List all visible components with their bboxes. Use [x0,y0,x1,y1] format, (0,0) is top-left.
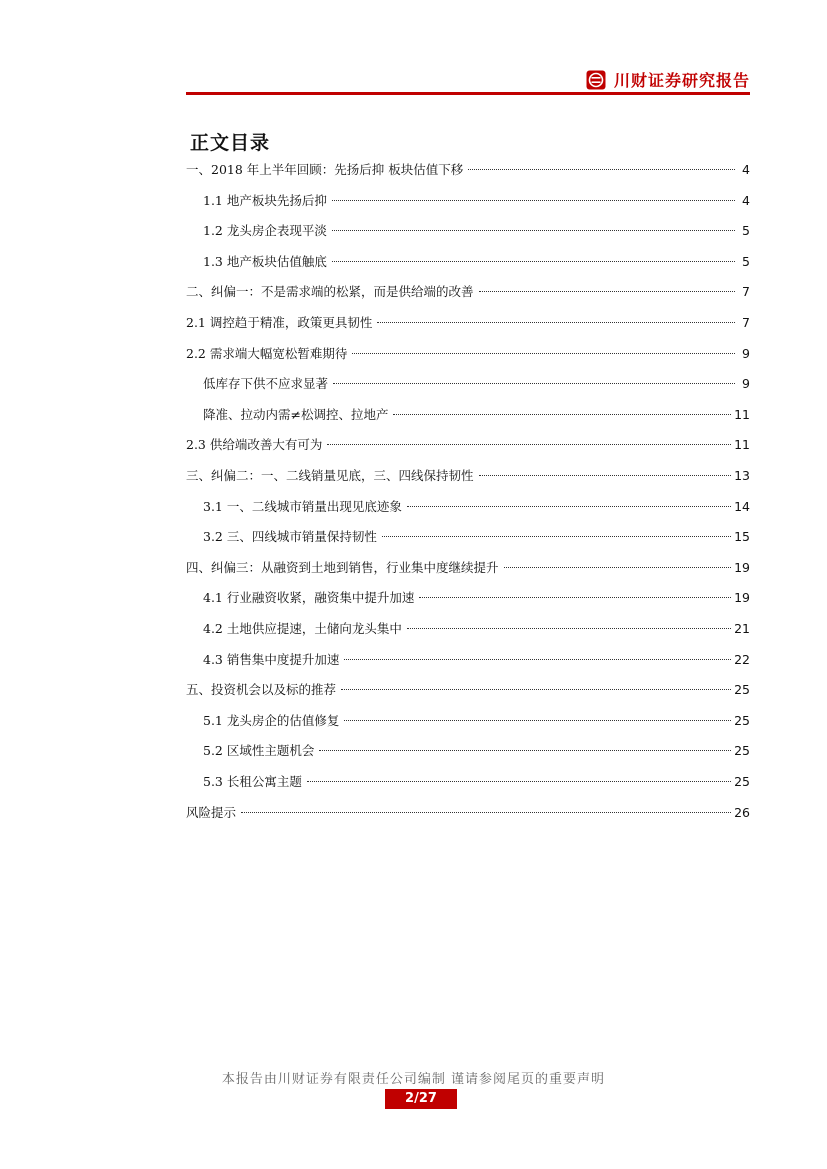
toc-entry-page: 9 [742,376,750,392]
toc-entry[interactable] [203,497,750,517]
toc-entry-label: 风险提示 [186,804,237,820]
toc-leader-dots [327,444,731,445]
toc-entry-label: 2.1 调控趋于精准，政策更具韧性 [186,315,373,330]
toc-entry-label: 4.2 土地供应提速，土储向龙头集中 [203,621,402,636]
toc-entry[interactable] [186,435,750,455]
toc-entry-label: 3.2 三、四线城市销量保持韧性 [203,529,377,545]
toc-leader-dots [377,322,735,323]
toc-leader-dots [307,781,731,782]
toc-entry[interactable] [186,680,750,700]
toc-leader-dots [332,261,735,262]
chuancai-logo-icon [586,70,606,90]
toc-entry[interactable] [203,374,750,394]
toc-entry-page: 11 [734,437,750,453]
header-rule [186,92,750,95]
toc-leader-dots [333,383,735,384]
toc-leader-dots [332,200,735,201]
toc-entry-page: 4 [742,162,750,177]
toc-leader-dots [341,689,731,690]
toc-entry-label: 四、纠偏三：从融资到土地到销售，行业集中度继续提升 [186,559,499,575]
toc-entry[interactable] [186,803,750,823]
toc-entry[interactable] [186,466,750,486]
toc-entry-page: 11 [734,406,750,422]
toc-entry-page: 25 [734,774,750,789]
page-header [186,64,750,94]
toc-entry[interactable] [186,160,750,180]
toc-leader-dots [241,812,731,813]
toc-entry[interactable] [203,711,750,731]
toc-entry-page: 19 [734,559,750,575]
toc-entry-page: 7 [742,315,750,330]
toc-entry[interactable] [186,313,750,333]
page-number-badge: 2/27 [385,1089,457,1109]
toc-leader-dots [382,536,731,537]
toc-entry[interactable] [203,221,750,241]
toc-entry[interactable] [203,527,750,547]
toc-leader-dots [479,475,732,476]
toc-entry[interactable] [203,588,750,608]
toc-leader-dots [468,169,735,170]
toc-entry-page: 21 [734,621,750,636]
toc-entry-label: 4.3 销售集中度提升加速 [203,651,340,667]
toc-entry-label: 1.1 地产板块先扬后抑 [203,192,327,208]
toc-entry-page: 25 [734,743,750,759]
toc-entry-page: 14 [734,498,750,514]
toc-entry[interactable] [186,282,750,302]
toc-entry[interactable] [203,252,750,272]
toc-leader-dots [504,567,732,568]
toc-entry-page: 19 [734,590,750,606]
toc-entry[interactable] [186,558,750,578]
toc-entry-label: 2.3 供给端改善大有可为 [186,437,323,453]
toc-entry-page: 25 [734,682,750,698]
toc-leader-dots [319,750,731,751]
toc-leader-dots [393,414,731,415]
toc-entry[interactable] [186,344,750,364]
toc-entry-page: 13 [734,468,750,483]
toc-entry-label: 五、投资机会以及标的推荐 [186,682,337,698]
toc-entry-page: 7 [742,284,750,300]
toc-title: 正文目录 [190,132,271,154]
toc-entry-page: 5 [742,253,750,269]
toc-entry[interactable] [203,741,750,761]
toc-entry[interactable] [203,191,750,211]
toc-entry-page: 15 [734,529,750,545]
toc-entry-page: 5 [742,223,750,239]
toc-entry[interactable] [203,650,750,670]
toc-entry-label: 2.2 需求端大幅宽松暂难期待 [186,345,348,361]
toc-leader-dots [344,720,731,721]
toc-leader-dots [407,628,731,629]
toc-entry-label: 5.2 区域性主题机会 [203,743,315,759]
toc-entry-label: 5.1 龙头房企的估值修复 [203,712,340,728]
toc-entry-page: 25 [734,712,750,728]
toc-entry-page: 22 [734,651,750,667]
toc-entry-page: 9 [742,345,750,361]
toc-entry-label: 4.1 行业融资收紧，融资集中提升加速 [203,590,415,606]
toc-entry-label: 三、纠偏二：一、二线销量见底，三、四线保持韧性 [186,468,474,483]
brand-name: 川财证券研究报告 [613,71,750,90]
toc-entry-label: 一、2018 年上半年回顾：先扬后抑 板块估值下移 [186,162,464,177]
toc-entry-label: 低库存下供不应求显著 [203,376,329,392]
toc-leader-dots [479,291,735,292]
toc-entry[interactable] [203,772,750,792]
toc-leader-dots [419,597,731,598]
toc-leader-dots [344,659,731,660]
toc-entry-label: 5.3 长租公寓主题 [203,774,302,789]
toc-entry-label: 1.2 龙头房企表现平淡 [203,223,327,239]
toc-entry-label: 1.3 地产板块估值触底 [203,253,327,269]
footer-note: 本报告由川财证券有限责任公司编制 谨请参阅尾页的重要声明 [221,1072,606,1087]
toc-leader-dots [407,506,731,507]
toc-entry-label: 二、纠偏一：不是需求端的松紧，而是供给端的改善 [186,284,474,300]
brand [586,68,750,91]
toc-entry-page: 26 [734,804,750,820]
toc-entry-label: 降准、拉动内需≠松调控、拉地产 [203,406,389,422]
toc-entry[interactable] [203,619,750,639]
toc-entry-label: 3.1 一、二线城市销量出现见底迹象 [203,498,402,514]
toc-entry-page: 4 [742,192,750,208]
toc-entry[interactable] [203,405,750,425]
toc-leader-dots [332,230,735,231]
toc-leader-dots [352,353,735,354]
